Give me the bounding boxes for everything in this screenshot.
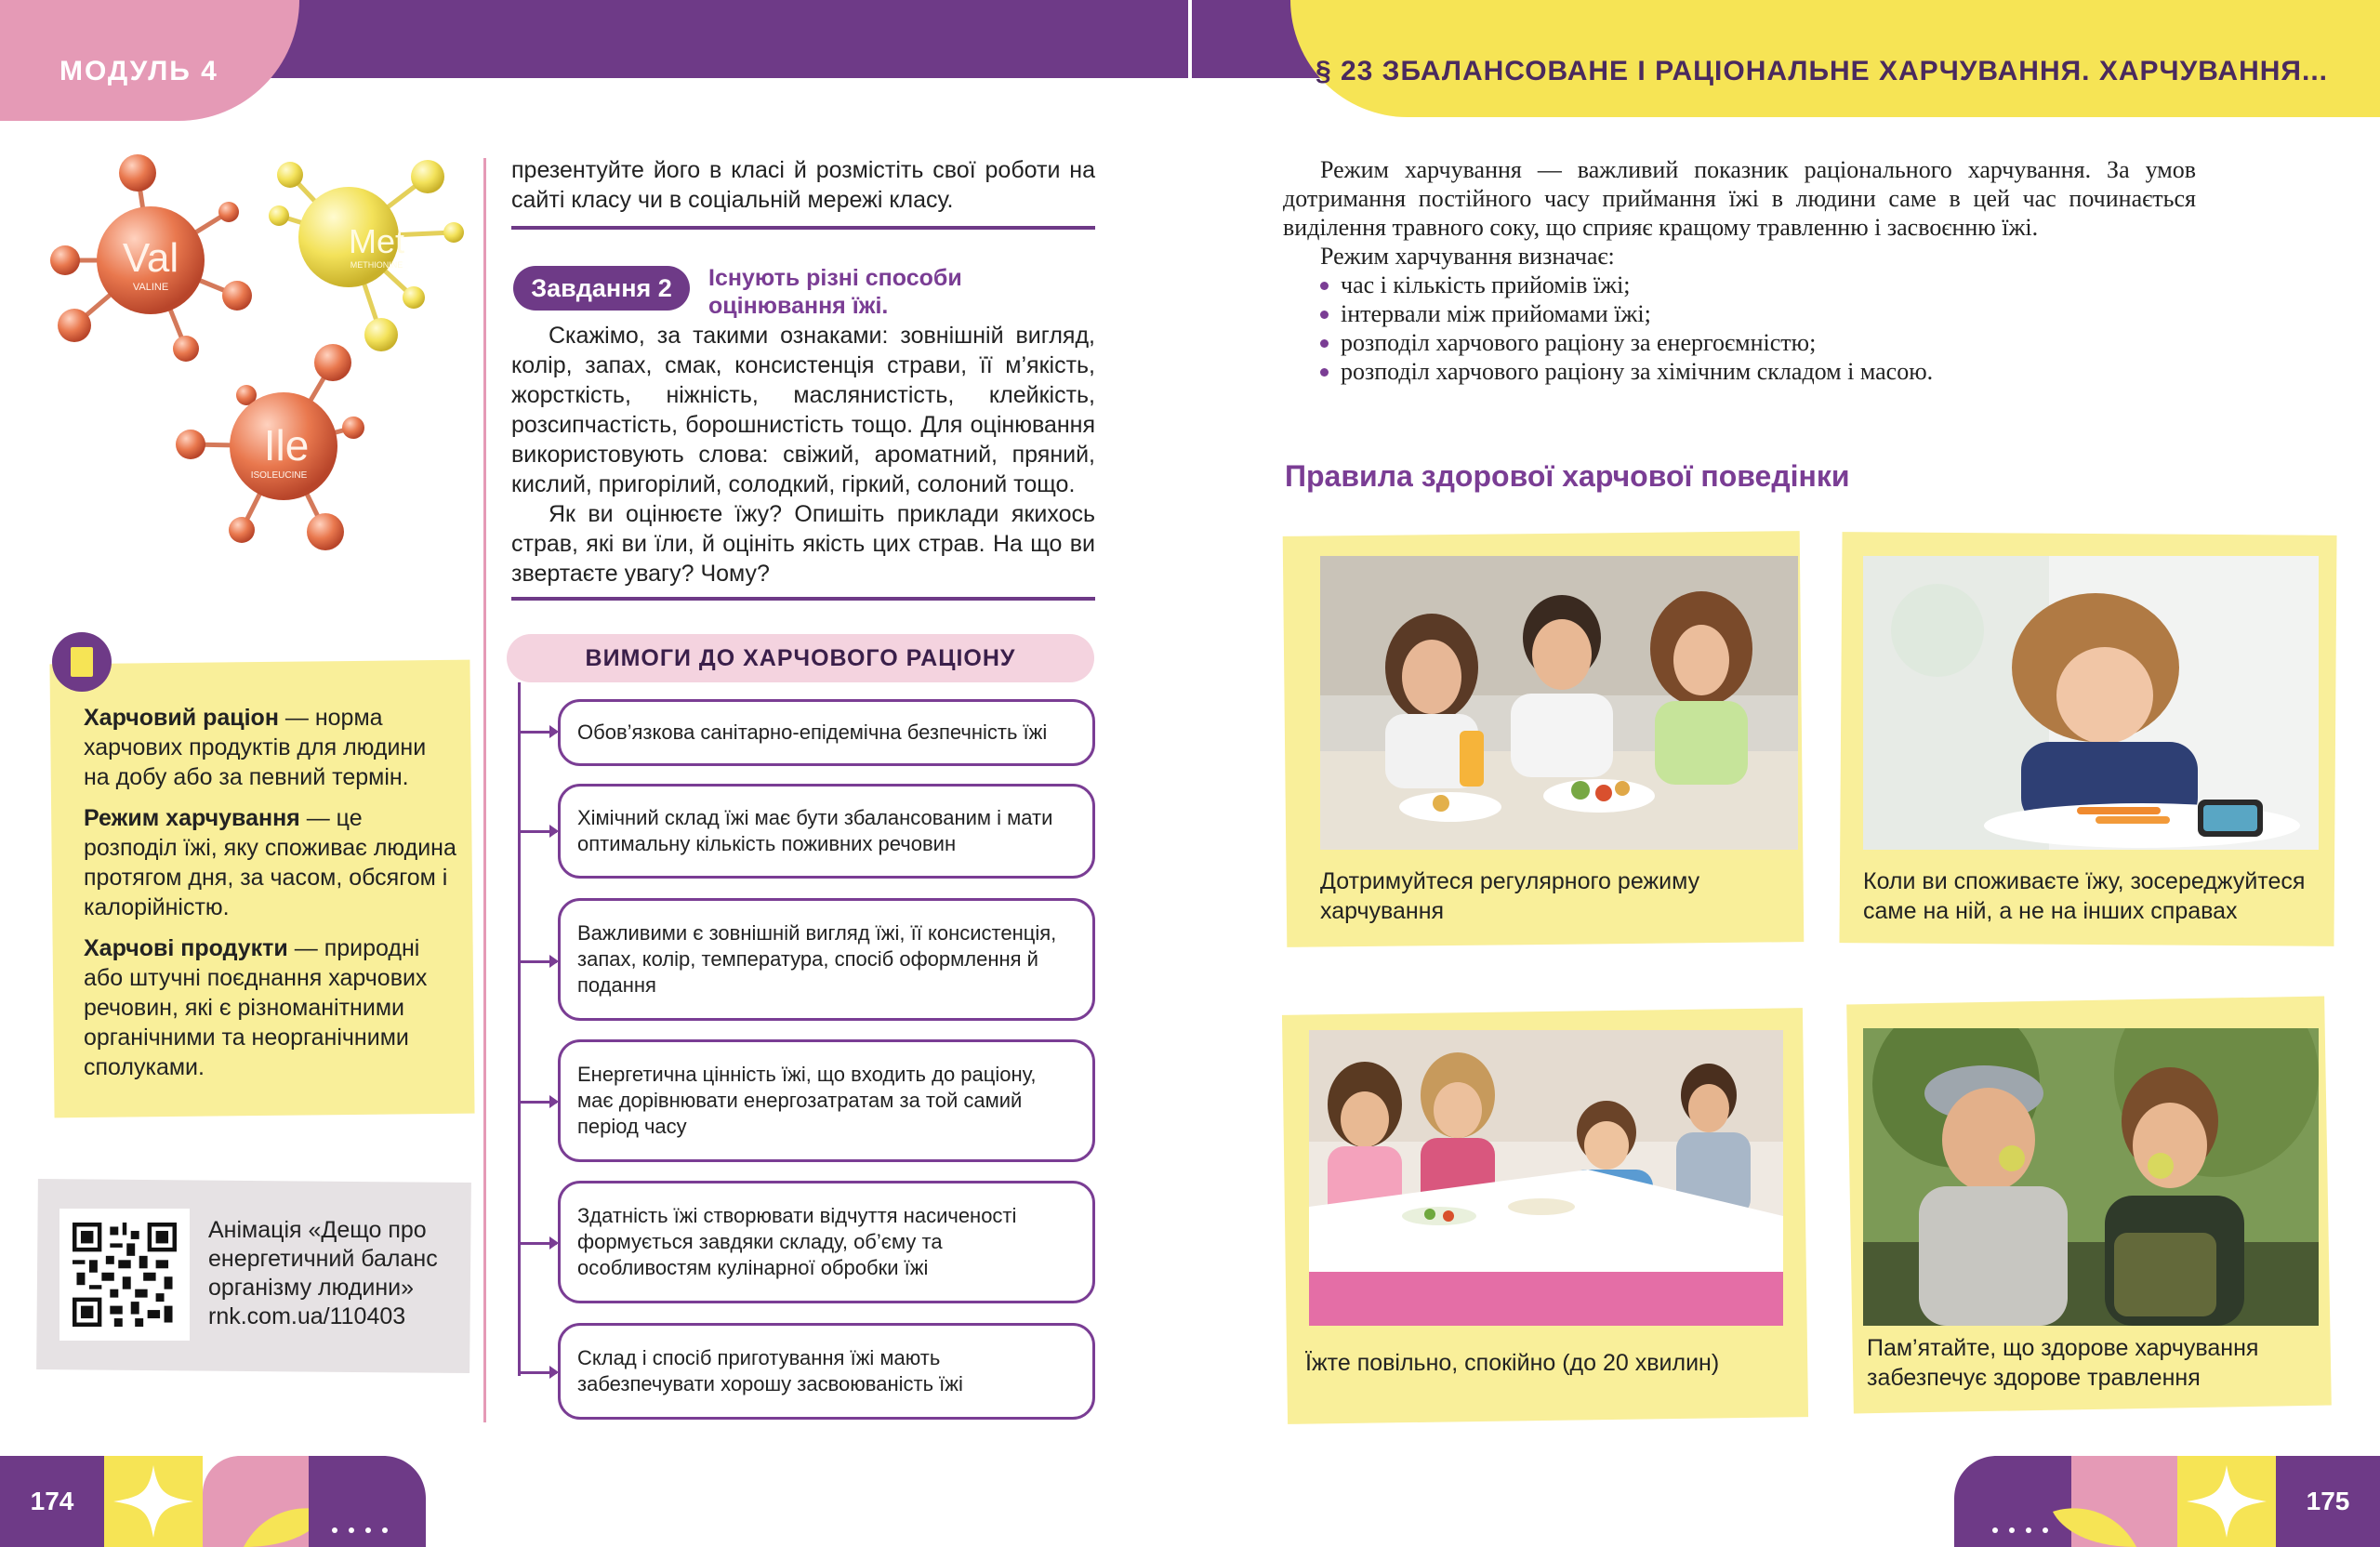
qr-caption (208, 1216, 459, 1331)
list-item: розподіл харчового раціону за хімічним складом і масою. (1320, 357, 2196, 386)
methionine-name: METHIONINE (350, 260, 403, 270)
methionine-symbol: Met (348, 222, 405, 260)
divider-top (511, 226, 1095, 230)
qr-caption-line1: Анімація «Дещо про (208, 1217, 427, 1243)
qr-code[interactable] (60, 1209, 190, 1341)
arrow-icon (520, 960, 557, 963)
regime-list (1320, 271, 2196, 386)
definitions-text (84, 703, 457, 1093)
qr-link[interactable]: rnk.com.ua/110403 (208, 1303, 406, 1329)
requirement-item: Важливими є зовнішній вигляд їжі, її консистенція, запах, колір, температура, спосіб оформлення й подання (558, 898, 1095, 1021)
arrow-icon (520, 731, 557, 734)
rules-heading: Правила здорової харчової поведінки (1285, 459, 1850, 493)
task-paragraph-1: Скажімо, за такими ознаками: зовнішній вигляд, колір, запах, смак, консистенція страви, її м’якість, жорсткість, ніжність, маслянистість, клейкість, розсипчастість, борошнистість тощо. Для оцінювання використовують слова: свіжий, ароматний, пряний, кислий, пригорілий, солодкий, гіркий, солоний тощо. (511, 323, 1095, 497)
footer-decoration-right (1954, 1456, 2276, 1547)
task-badge: Завдання 2 (513, 266, 690, 311)
qr-caption-line3: організму людини» (208, 1275, 415, 1301)
valine-symbol: Val (122, 235, 179, 281)
definition-regime: Режим харчування — це розподіл їжі, яку споживає людина протягом дня, за часом, обсягом і калорійністю. (84, 805, 456, 920)
footer-decoration-left (104, 1456, 426, 1547)
photo-kids-lunch (1309, 1030, 1783, 1326)
page-number-left: 174 (0, 1456, 104, 1547)
photo-girl-eating (1863, 556, 2319, 850)
section-title: § 23 ЗБАЛАНСОВАНЕ І РАЦІОНАЛЬНЕ ХАРЧУВАННЯ. ХАРЧУВАННЯ... (1315, 56, 2328, 86)
amino-acid-molecules-illustration (46, 149, 474, 558)
regime-paragraph: Режим харчування — важливий показник раціонального харчування. За умов дотримання постійного часу приймання їжі в людини саме в цей час починається виділення травного соку, що сприяє кращому травленню і засвоєнню їжі. (1283, 156, 2196, 241)
task-text (511, 321, 1095, 588)
arrow-icon (520, 1371, 557, 1374)
page-number-right: 175 (2276, 1456, 2380, 1547)
regime-defines: Режим харчування визначає: (1320, 243, 1615, 270)
book-icon (52, 632, 112, 692)
rule-caption-4: Пам’ятайте, що здорове харчування забезпечує здорове травлення (1867, 1335, 2259, 1391)
intro-paragraph: презентуйте його в класі й розмістіть свої роботи на сайті класу чи в соціальній мережі класу. (511, 157, 1095, 213)
right-page-text (1283, 155, 2196, 386)
task-paragraph-2: Як ви оцінюєте їжу? Опишіть приклади якихось страв, які ви їли, й оцініть якість цих страв. На що ви звертаєте увагу? Чому? (511, 501, 1095, 587)
requirements-connector (518, 682, 521, 1376)
isoleucine-name: ISOLEUCINE (250, 470, 308, 481)
isoleucine-molecule (176, 344, 364, 550)
photo-teens-eating (1320, 556, 1798, 850)
divider-bottom (511, 597, 1095, 601)
valine-molecule (50, 154, 252, 362)
isoleucine-symbol: Ile (263, 421, 310, 469)
definition-ration: Харчовий раціон — норма харчових продуктів для людини на добу або за певний термін. (84, 705, 427, 790)
requirement-item: Хімічний склад їжі має бути збалансованим і мати оптимальну кількість поживних речовин (558, 784, 1095, 879)
methionine-molecule (269, 160, 464, 351)
qr-caption-line2: енергетичний баланс (208, 1246, 438, 1272)
list-item: інтервали між прийомами їжі; (1320, 299, 2196, 328)
requirement-item: Склад і спосіб приготування їжі мають забезпечувати хорошу засвоюваність їжі (558, 1323, 1095, 1420)
task-title: Існують різні способи оцінювання їжі. (708, 265, 962, 319)
requirement-item: Обов’язкова санітарно-епідемічна безпечність їжі (558, 699, 1095, 766)
valine-name: VALINE (132, 282, 169, 293)
requirements-header: ВИМОГИ ДО ХАРЧОВОГО РАЦІОНУ (507, 634, 1094, 682)
arrow-icon (520, 830, 557, 833)
column-divider (483, 158, 486, 1422)
list-item: час і кількість прийомів їжі; (1320, 271, 2196, 299)
rule-caption-3: Їжте повільно, спокійно (до 20 хвилин) (1305, 1350, 1720, 1376)
list-item: розподіл харчового раціону за енергоємністю; (1320, 328, 2196, 357)
page-gutter (1188, 0, 1192, 78)
qr-code-icon (73, 1222, 177, 1328)
module-label: МОДУЛЬ 4 (60, 56, 218, 86)
arrow-icon (520, 1101, 557, 1104)
rule-caption-2: Коли ви споживаєте їжу, зосереджуйтеся саме на ній, а не на інших справах (1863, 868, 2306, 924)
arrow-icon (520, 1242, 557, 1245)
photo-boys-apples (1863, 1028, 2319, 1326)
definition-products: Харчові продукти — природні або штучні поєднання харчових речовин, які є різноманітними органічними та неорганічними сполуками. (84, 935, 428, 1080)
rule-caption-1: Дотримуйтеся регулярного режиму харчування (1320, 868, 1700, 924)
requirement-item: Енергетична цінність їжі, що входить до раціону, має дорівнювати енергозатратам за той самий період часу (558, 1039, 1095, 1162)
requirement-item: Здатність їжі створювати відчуття насиченості формується завдяки складу, об’єму та особливостям кулінарної обробки їжі (558, 1181, 1095, 1303)
